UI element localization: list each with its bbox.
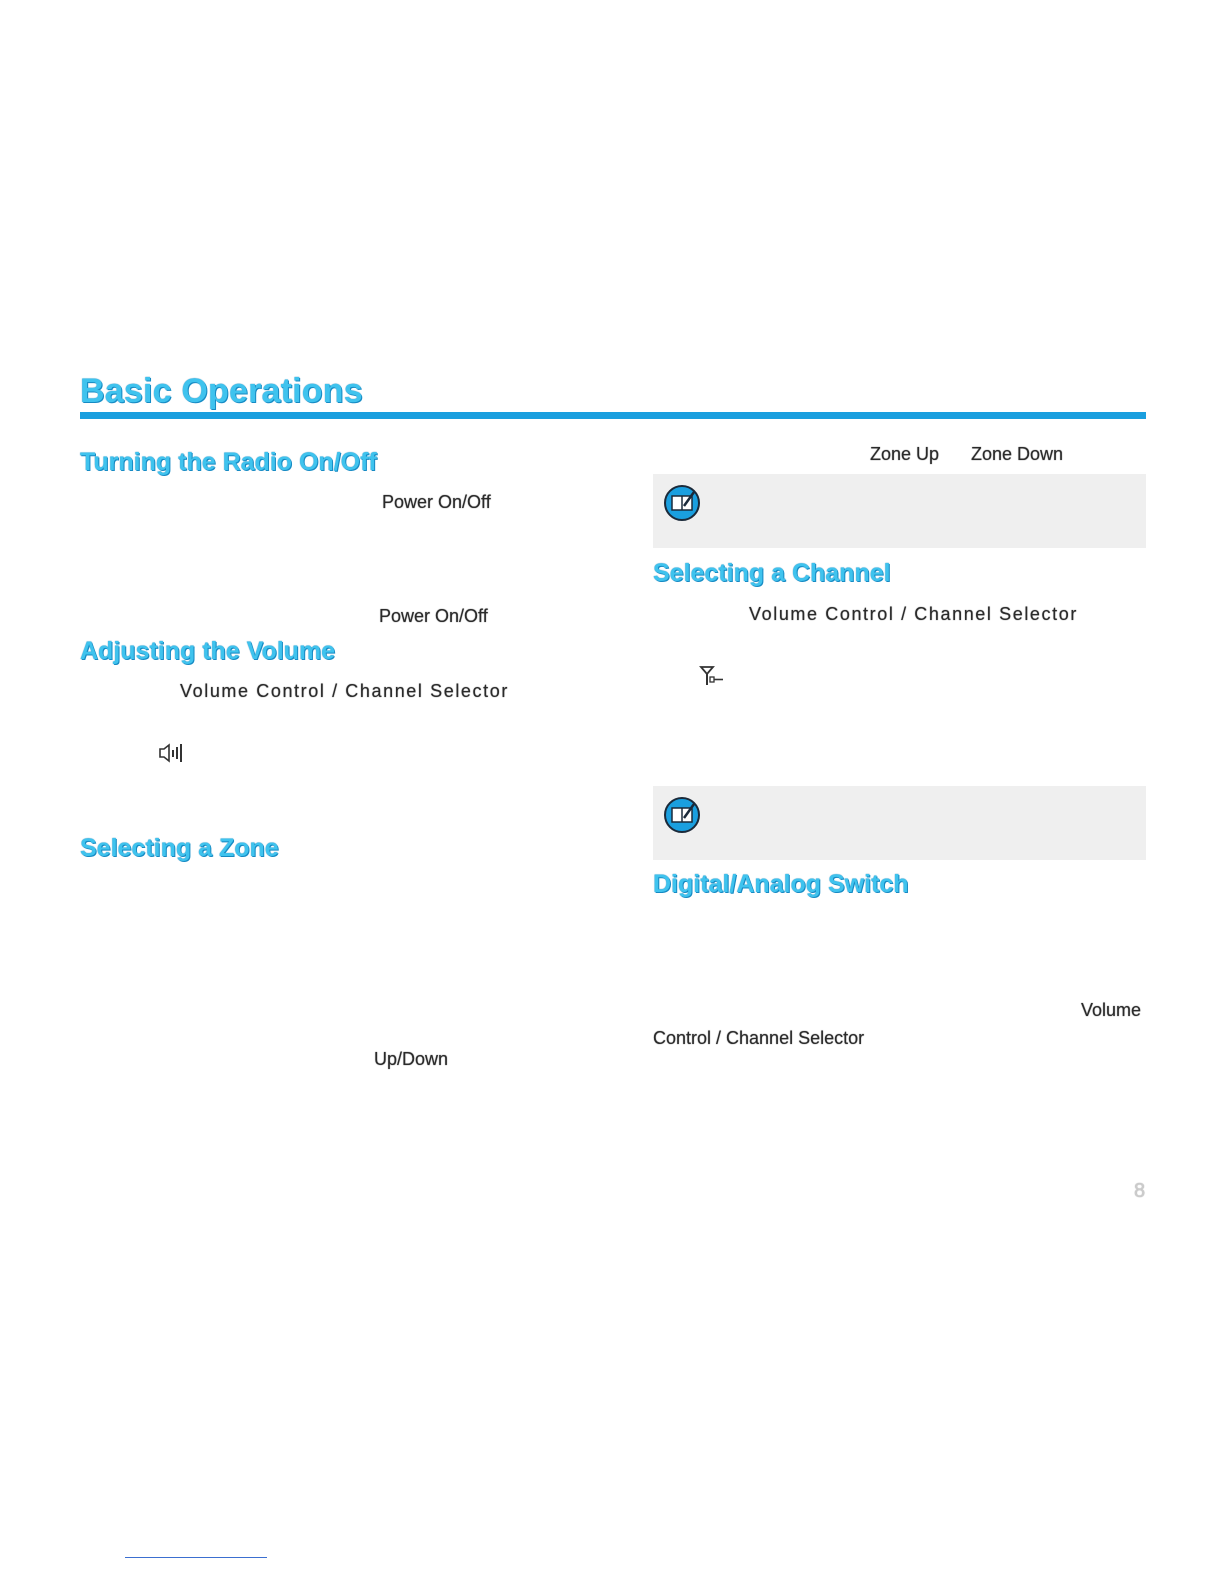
footer-link-underline[interactable] <box>125 1557 267 1558</box>
note-icon <box>663 484 701 522</box>
page-title: Basic Operations <box>80 372 363 410</box>
volume-key-label: Volume Control / Channel Selector <box>180 681 509 701</box>
zone-down-label: Zone Down <box>971 444 1064 464</box>
channel-antenna-icon <box>697 665 725 687</box>
power-key-label-2: Power On/Off <box>379 606 488 626</box>
up-down-key-label: Up/Down <box>374 1049 449 1069</box>
heading-digital-analog: Digital/Analog Switch <box>653 870 909 898</box>
note-icon <box>663 796 701 834</box>
zone-up-label: Zone Up <box>870 444 940 464</box>
note-box-channel <box>653 786 1146 860</box>
page-number: 8 <box>1134 1180 1146 1202</box>
title-rule <box>80 412 1146 419</box>
heading-selecting-zone: Selecting a Zone <box>80 834 279 862</box>
heading-turning-on-off: Turning the Radio On/Off <box>80 448 377 476</box>
heading-adjusting-volume: Adjusting the Volume <box>80 637 336 665</box>
volume-level-icon <box>158 742 184 764</box>
digital-key-label-part2: Control / Channel Selector <box>653 1028 865 1048</box>
heading-selecting-channel: Selecting a Channel <box>653 559 891 587</box>
power-key-label-1: Power On/Off <box>382 492 491 512</box>
note-box-zone <box>653 474 1146 548</box>
digital-key-label-part1: Volume <box>1081 1000 1142 1020</box>
channel-key-label: Volume Control / Channel Selector <box>749 604 1078 624</box>
